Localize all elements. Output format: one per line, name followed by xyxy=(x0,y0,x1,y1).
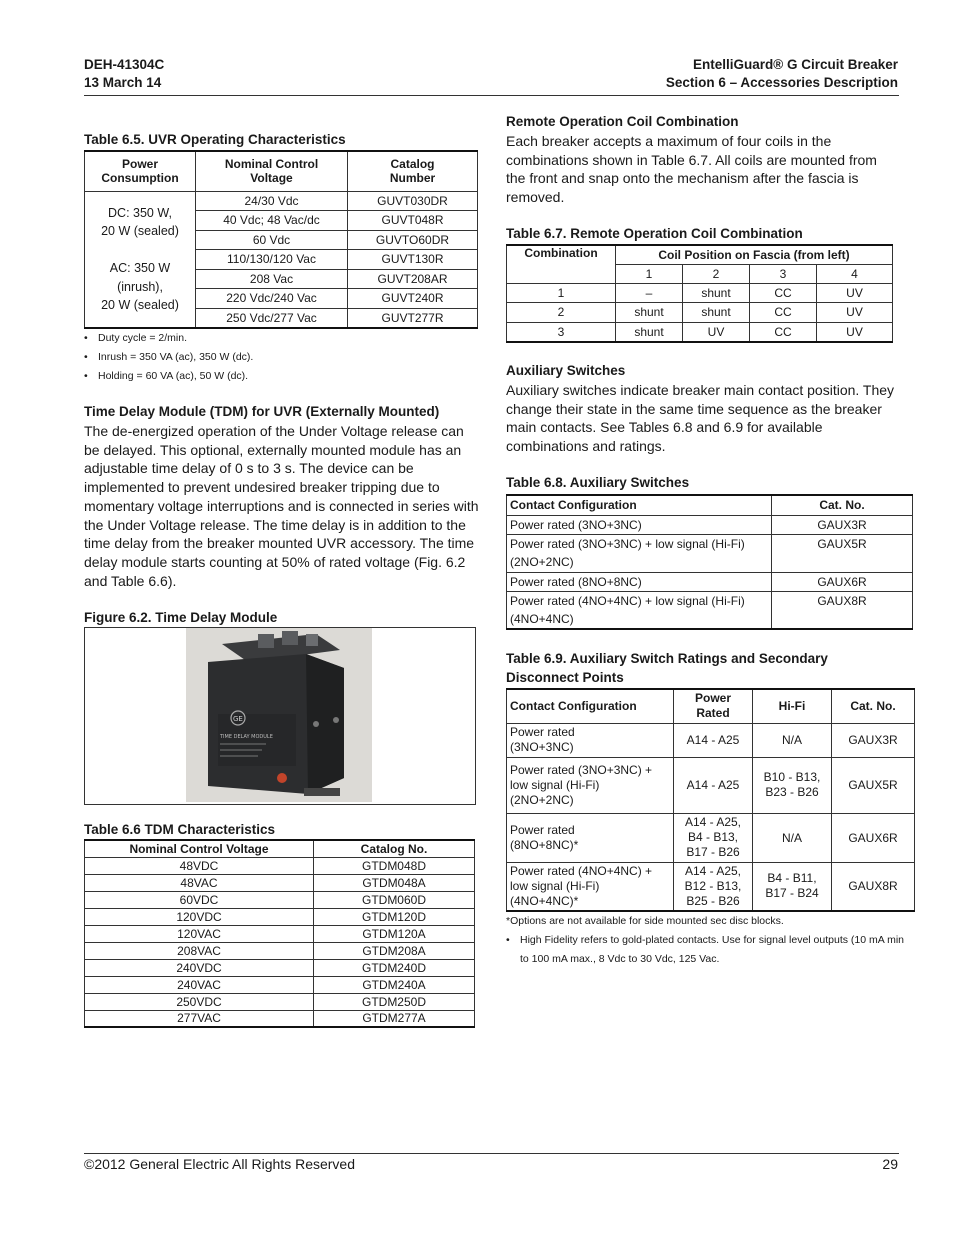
col-coil-position: Coil Position on Fascia (from left) xyxy=(616,245,893,264)
svg-text:GE: GE xyxy=(233,715,243,723)
table-cell: GTDM048D xyxy=(314,857,475,874)
table-cell: GAUX6R xyxy=(772,572,913,591)
table-cell: B4 - B11, B17 - B24 xyxy=(753,862,832,911)
copyright: ©2012 General Electric All Rights Reserved xyxy=(84,1156,355,1172)
table-6-8-caption: Table 6.8. Auxiliary Switches xyxy=(506,475,690,490)
table-cell: shunt xyxy=(683,303,750,323)
table-cell: GAUX5R xyxy=(772,534,913,572)
table-cell: 240VDC xyxy=(85,959,314,976)
figure-6-2-frame xyxy=(84,627,476,805)
table-6-9-footnote: *Options are not available for side mounted sec disc blocks. xyxy=(506,915,784,927)
table-cell: UV xyxy=(817,283,893,303)
power-consumption-cell: DC: 350 W, 20 W (sealed) AC: 350 W (inrush), 20 W (sealed) xyxy=(85,191,196,328)
table-cell: GUVT277R xyxy=(348,308,478,328)
table-cell: GTDM208A xyxy=(314,942,475,959)
col-combination: Combination xyxy=(507,245,616,283)
table-6-9-caption-line1: Table 6.9. Auxiliary Switch Ratings and Secondary xyxy=(506,651,828,666)
table-cell: GTDM048A xyxy=(314,874,475,891)
table-cell: GUVT048R xyxy=(348,211,478,231)
table-cell: GUVT030DR xyxy=(348,191,478,211)
position-3: 3 xyxy=(750,264,817,283)
table-cell: 40 Vdc; 48 Vac/dc xyxy=(196,211,348,231)
table-cell: UV xyxy=(817,322,893,342)
table-cell: 60 Vdc xyxy=(196,230,348,250)
position-4: 4 xyxy=(817,264,893,283)
table-cell: 220 Vdc/240 Vac xyxy=(196,289,348,309)
footer-rule xyxy=(84,1153,899,1154)
col-hi-fi: Hi-Fi xyxy=(753,689,832,723)
tdm-body: The de-energized operation of the Under Voltage release can be delayed. This optional, externally mounted module has an adjustable time delay of 0 s to 3 s. The device can be implemented to prevent undesired breaker tripping due to momentary voltage interruptions and is connected in series with the Under Voltage release. The time delay is in addition to the time delay from the breaker mounted UVR accessory. The time delay module starts counting at 50% of rated voltage (Fig. 6.2 and Table 6.6). xyxy=(84,423,479,589)
table-cell: CC xyxy=(750,303,817,323)
position-2: 2 xyxy=(683,264,750,283)
tdm-heading: Time Delay Module (TDM) for UVR (Externally Mounted) xyxy=(84,404,440,419)
position-1: 1 xyxy=(616,264,683,283)
table-cell: GUVT130R xyxy=(348,250,478,270)
table-cell: GAUX3R xyxy=(832,723,915,757)
time-delay-module-photo xyxy=(186,628,372,802)
col-contact-configuration: Contact Configuration xyxy=(507,689,674,723)
table-cell: GUVTO60DR xyxy=(348,230,478,250)
col-catalog-no: Catalog No. xyxy=(314,840,475,857)
doc-id: DEH-41304C xyxy=(84,57,165,72)
table-cell: Power rated (8NO+8NC)* xyxy=(507,813,674,862)
note-duty-cycle: • Duty cycle = 2/min. xyxy=(84,329,478,348)
table-cell: 24/30 Vdc xyxy=(196,191,348,211)
table-cell: GAUX3R xyxy=(772,515,913,534)
table-6-9 xyxy=(506,688,915,912)
table-cell: GUVT240R xyxy=(348,289,478,309)
table-cell: Power rated (3NO+3NC) xyxy=(507,723,674,757)
table-cell: N/A xyxy=(753,723,832,757)
col-catalog-number: Catalog Number xyxy=(348,151,478,191)
table-cell: A14 - A25 xyxy=(674,757,753,813)
table-cell: CC xyxy=(750,283,817,303)
table-6-7-caption: Table 6.7. Remote Operation Coil Combination xyxy=(506,226,803,241)
section-title: Section 6 – Accessories Description xyxy=(665,75,898,90)
table-cell: CC xyxy=(750,322,817,342)
doc-date: 13 March 14 xyxy=(84,75,162,90)
table-cell: 110/130/120 Vac xyxy=(196,250,348,270)
col-contact-configuration: Contact Configuration xyxy=(507,495,772,515)
remote-heading: Remote Operation Coil Combination xyxy=(506,114,739,129)
table-6-5 xyxy=(84,150,478,329)
table-cell: 208VAC xyxy=(85,942,314,959)
table-6-7 xyxy=(506,244,893,343)
table-cell: N/A xyxy=(753,813,832,862)
table-cell: GTDM277A xyxy=(314,1010,475,1027)
table-6-5-notes xyxy=(84,329,478,386)
table-cell: GTDM120D xyxy=(314,908,475,925)
table-cell: 60VDC xyxy=(85,891,314,908)
table-cell: A14 - A25 xyxy=(674,723,753,757)
table-cell: 1 xyxy=(507,283,616,303)
table-cell: 250 Vdc/277 Vac xyxy=(196,308,348,328)
table-6-9-caption-line2: Disconnect Points xyxy=(506,670,624,685)
table-cell: shunt xyxy=(616,322,683,342)
table-6-8 xyxy=(506,494,913,630)
table-cell: 120VDC xyxy=(85,908,314,925)
table-cell: B10 - B13, B23 - B26 xyxy=(753,757,832,813)
table-cell: GAUX6R xyxy=(832,813,915,862)
table-cell: UV xyxy=(683,322,750,342)
table-cell: GUVT208AR xyxy=(348,269,478,289)
table-cell: 277VAC xyxy=(85,1010,314,1027)
table-cell: 2 xyxy=(507,303,616,323)
col-power-rated: Power Rated xyxy=(674,689,753,723)
table-cell: Power rated (4NO+4NC) + low signal (Hi-Fi) (4NO+4NC)* xyxy=(507,862,674,911)
table-cell: GTDM240D xyxy=(314,959,475,976)
table-6-5-caption: Table 6.5. UVR Operating Characteristics xyxy=(84,132,346,147)
page-number: 29 xyxy=(882,1156,898,1172)
remote-body: Each breaker accepts a maximum of four coils in the combinations shown in Table 6.7. All coils are mounted from the front and snap onto the mechanism after the fascia is removed. xyxy=(506,133,877,206)
product-title: EntelliGuard® G Circuit Breaker xyxy=(692,57,898,72)
table-cell: GTDM060D xyxy=(314,891,475,908)
table-cell: 240VAC xyxy=(85,976,314,993)
table-cell: GAUX5R xyxy=(832,757,915,813)
table-cell: A14 - A25, B12 - B13, B25 - B26 xyxy=(674,862,753,911)
table-cell: Power rated (4NO+4NC) + low signal (Hi-Fi) (4NO+4NC) xyxy=(507,591,772,629)
table-cell: 250VDC xyxy=(85,993,314,1010)
col-cat-no: Cat. No. xyxy=(772,495,913,515)
col-power-consumption: Power Consumption xyxy=(85,151,196,191)
note-inrush: • Inrush = 350 VA (ac), 350 W (dc). xyxy=(84,348,478,367)
table-cell: 48VAC xyxy=(85,874,314,891)
table-cell: GTDM120A xyxy=(314,925,475,942)
hi-fi-note: • High Fidelity refers to gold-plated contacts. Use for signal level outputs (10 mA min to 100 mA max., 8 Vdc to 30 Vdc, 125 Vac. xyxy=(506,931,912,969)
table-cell: shunt xyxy=(616,303,683,323)
table-cell: Power rated (3NO+3NC) + low signal (Hi-Fi) (2NO+2NC) xyxy=(507,757,674,813)
table-cell: Power rated (3NO+3NC) + low signal (Hi-Fi) (2NO+2NC) xyxy=(507,534,772,572)
table-cell: GTDM250D xyxy=(314,993,475,1010)
svg-text:TIME DELAY MODULE: TIME DELAY MODULE xyxy=(220,734,273,740)
note-holding: • Holding = 60 VA (ac), 50 W (dc). xyxy=(84,367,478,386)
table-cell: UV xyxy=(817,303,893,323)
col-nominal-control-voltage: Nominal Control Voltage xyxy=(85,840,314,857)
table-cell: GAUX8R xyxy=(772,591,913,629)
table-6-6-caption: Table 6.6 TDM Characteristics xyxy=(84,822,276,837)
time-delay-module-image xyxy=(186,628,372,802)
col-nominal-voltage: Nominal Control Voltage xyxy=(196,151,348,191)
table-cell: A14 - A25, B4 - B13, B17 - B26 xyxy=(674,813,753,862)
table-cell: GTDM240A xyxy=(314,976,475,993)
table-cell: 120VAC xyxy=(85,925,314,942)
table-cell: 208 Vac xyxy=(196,269,348,289)
header-rule xyxy=(84,95,899,96)
table-cell: shunt xyxy=(683,283,750,303)
aux-body: Auxiliary switches indicate breaker main contact position. They change their state in the same time sequence as the breaker main contacts. See Tables 6.8 and 6.9 for available combinations and ratings. xyxy=(506,382,895,455)
table-cell: 48VDC xyxy=(85,857,314,874)
col-cat-no: Cat. No. xyxy=(832,689,915,723)
figure-6-2-caption: Figure 6.2. Time Delay Module xyxy=(84,610,278,625)
table-cell: Power rated (8NO+8NC) xyxy=(507,572,772,591)
aux-heading: Auxiliary Switches xyxy=(506,363,626,378)
table-cell: – xyxy=(616,283,683,303)
table-cell: GAUX8R xyxy=(832,862,915,911)
table-cell: Power rated (3NO+3NC) xyxy=(507,515,772,534)
table-6-6 xyxy=(84,839,475,1028)
table-cell: 3 xyxy=(507,322,616,342)
